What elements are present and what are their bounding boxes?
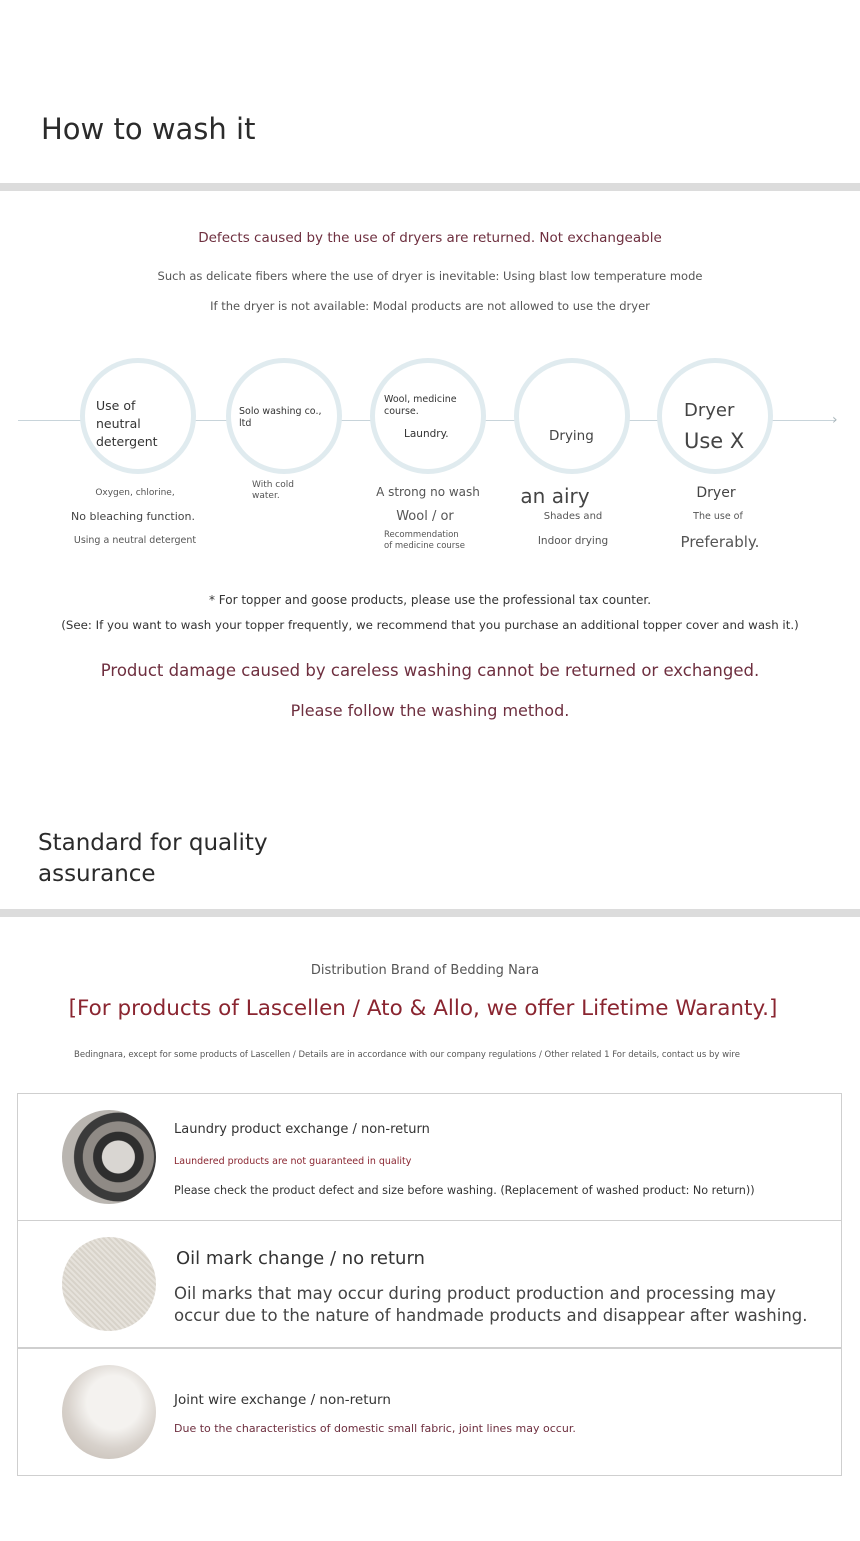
dryer-notice-detail: If the dryer is not available: Modal products are not allowed to use the dryer — [210, 299, 650, 313]
step-caption-line: With cold — [252, 480, 294, 490]
follow-method-note: Please follow the washing method. — [290, 701, 570, 720]
step-label-line: Laundry. — [404, 428, 449, 440]
step-label-line: detergent — [96, 434, 158, 449]
step-label-line: ltd — [239, 418, 252, 429]
step-label-line: Solo washing co., — [239, 406, 322, 417]
step-caption-line: A strong no wash — [376, 485, 480, 499]
step-caption-line: an airy — [520, 484, 590, 508]
step-label: Drying — [549, 428, 594, 444]
step-label — [384, 394, 457, 418]
policy-card-title: Laundry product exchange / non-return — [174, 1122, 430, 1137]
step-caption — [252, 480, 294, 502]
washing-machine-photo — [62, 1110, 156, 1204]
step-caption-line: Wool / or — [396, 509, 454, 524]
section-divider — [0, 183, 860, 191]
damage-warning: Product damage caused by careless washing cannot be returned or exchanged. — [100, 661, 760, 680]
step-label-line: Use of — [96, 398, 136, 413]
fabric-seam-photo — [62, 1365, 156, 1459]
step-label-line: Dryer — [684, 400, 735, 421]
policy-card-title: Joint wire exchange / non-return — [174, 1392, 391, 1408]
step-label — [239, 406, 322, 430]
policy-card-subtitle: Due to the characteristics of domestic small fabric, joint lines may occur. — [174, 1422, 576, 1435]
step-caption — [384, 530, 465, 552]
topper-cover-note: (See: If you want to wash your topper frequently, we recommend that you purchase an additional topper cover and wash it.) — [61, 618, 799, 632]
distribution-brand: Distribution Brand of Bedding Nara — [310, 963, 540, 978]
section-title-wash: How to wash it — [41, 112, 256, 146]
warranty-fine-print: Bedingnara, except for some products of Lascellen / Details are in accordance with our company regulations / Other related 1 For details, contact us by wire — [74, 1050, 740, 1060]
step-circle-drying — [514, 358, 630, 474]
step-label-line: neutral — [96, 416, 141, 431]
section-title-quality: Standard for quality assurance — [38, 830, 268, 887]
step-caption-line: Shades and — [543, 511, 603, 522]
step-label-line: Wool, medicine — [384, 394, 457, 405]
policy-card-oil-mark — [17, 1220, 842, 1348]
step-caption-line: Preferably. — [680, 533, 760, 551]
step-caption-line: Recommendation — [384, 530, 459, 540]
timeline-arrow-icon: › — [832, 412, 838, 428]
step-label-line: Use X — [684, 429, 745, 453]
step-caption-line: Dryer — [696, 485, 736, 501]
step-caption-line: water. — [252, 491, 280, 501]
policy-card-laundry — [17, 1093, 842, 1221]
policy-card-body: Oil marks that may occur during product production and processing may occur due to the nature of handmade products and disappear after washing. — [174, 1284, 808, 1325]
policy-card-joint-wire — [17, 1348, 842, 1476]
step-caption-line: Using a neutral detergent — [73, 535, 197, 546]
dryer-notice-detail: Such as delicate fibers where the use of dryer is inevitable: Using blast low temperature mode — [157, 269, 703, 283]
dryer-notice: Defects caused by the use of dryers are returned. Not exchangeable — [198, 230, 662, 246]
policy-card-subtitle: Laundered products are not guaranteed in quality — [174, 1156, 412, 1167]
step-label-line: course. — [384, 406, 419, 417]
section-divider — [0, 909, 860, 917]
lifetime-warranty: [For products of Lascellen / Ato & Allo, we offer Lifetime Waranty.] — [68, 996, 778, 1021]
policy-card-body: Please check the product defect and size before washing. (Replacement of washed product: No return)) — [174, 1184, 755, 1197]
fabric-texture-photo — [62, 1237, 156, 1331]
step-label — [96, 397, 158, 451]
step-caption-line: Indoor drying — [537, 535, 609, 547]
topper-note: * For topper and goose products, please use the professional tax counter. — [208, 593, 652, 607]
policy-card-title: Oil mark change / no return — [176, 1248, 425, 1269]
step-caption-line: No bleaching function. — [71, 510, 195, 523]
step-caption-line: The use of — [693, 511, 743, 522]
step-caption-line: of medicine course — [384, 541, 465, 551]
step-label — [684, 396, 744, 456]
step-caption-line: Oxygen, chlorine, — [95, 488, 175, 498]
